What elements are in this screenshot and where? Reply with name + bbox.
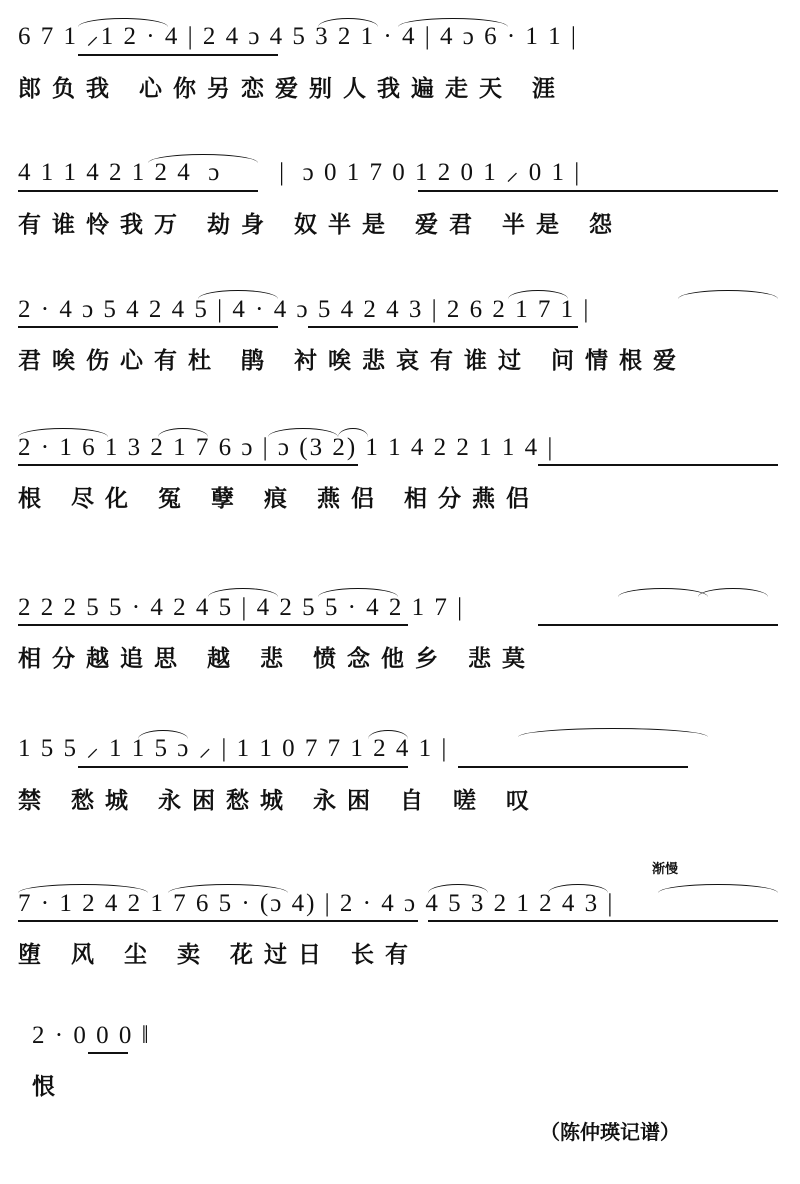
slur (18, 884, 148, 893)
notation-line (18, 14, 788, 58)
slur (618, 588, 708, 597)
underline (458, 766, 688, 768)
underline (18, 190, 258, 192)
notation-line (18, 150, 788, 194)
notation-line (18, 726, 788, 770)
notation-text: 6 7 1 ⸝1 2 · 4 | 2 4 ɔ 4 5 3 2 1 · 4 | 4 ɔ 6 · 1 1 | (18, 23, 578, 50)
slur (548, 884, 608, 893)
underline (18, 464, 358, 466)
notation-line (18, 286, 788, 330)
lyric-line: 相分越追思 越 悲 愤念他乡 悲莫 (18, 646, 537, 672)
notation-line (18, 424, 788, 468)
slur (518, 728, 708, 737)
lyric-line: 禁 愁城 永困愁城 永困 自 嗟 叹 (18, 788, 541, 814)
slur (158, 428, 208, 437)
notation-text: 2 2 2 5 5 · 4 2 4 5 | 4 2 5 5 · 4 2 1 7 | (18, 594, 465, 621)
score-system-4 (18, 424, 788, 514)
notation-text: 2 · 1 6 1 3 2 1 7 6 ɔ | ɔ (3 2) 1 1 4 2 2 1 1 4 | (18, 434, 555, 461)
slur (658, 884, 778, 893)
underline (78, 766, 408, 768)
underline (308, 326, 578, 328)
slur (18, 428, 108, 437)
underline (18, 624, 408, 626)
score-system-1 (18, 14, 788, 104)
underline (78, 54, 278, 56)
slur (338, 428, 368, 437)
score-system-5 (18, 584, 788, 674)
slur (208, 588, 278, 597)
score-system-2 (18, 150, 788, 240)
transcription-credit: （陈仲瑛记谱） (540, 1120, 680, 1144)
score-system-6 (18, 726, 788, 816)
lyric-line: 郎负我 心你另恋爱别人我遍走天 涯 (18, 76, 567, 102)
slur (198, 290, 278, 299)
slur (678, 290, 778, 299)
lyric-line: 根 尽化 冤 孽 痕 燕侣 相分燕侣 (18, 486, 541, 512)
notation-text: 2 · 4 ɔ 5 4 2 4 5 | 4 · 4 ɔ 5 4 2 4 3 | 2 6 2 1 7 1 | (18, 296, 591, 323)
underline (538, 624, 778, 626)
lyric-line: 堕 风 尘 卖 花过日 长有 (18, 942, 420, 968)
notation-text: 7 · 1 2 4 2 1 7 6 5 · (ɔ 4) | 2 · 4 ɔ 4 5 3 2 1 2 4 3 | (18, 890, 615, 917)
underline (538, 464, 778, 466)
lyric-line: 君唉伤心有杜 鹃 衬唉悲哀有谁过 问情根爱 (18, 348, 688, 374)
slur (268, 428, 338, 437)
underline (418, 190, 778, 192)
score-system-3 (18, 286, 788, 376)
notation-line (18, 880, 788, 924)
slur (508, 290, 568, 299)
underline (428, 920, 778, 922)
score-system-7 (18, 880, 788, 970)
slur (168, 884, 288, 893)
slur (318, 588, 398, 597)
notation-text: 2 · 0 0 0 ‖ (32, 1022, 151, 1049)
underline (18, 920, 418, 922)
notation-text: 4 1 1 4 2 1 2 4 ɔ | ɔ 0 1 7 0 1 2 0 1 ⸝ 0 1 | (18, 159, 582, 186)
tempo-mark: 渐慢 (652, 862, 679, 877)
lyric-line: 恨 (32, 1074, 66, 1100)
score-system-8 (18, 1012, 788, 1102)
slur (428, 884, 488, 893)
underline (18, 326, 278, 328)
lyric-line: 有谁怜我万 劫身 奴半是 爱君 半是 怨 (18, 212, 624, 238)
notation-text: 1 5 5 ⸝ 1 1 5 ɔ ⸝ | 1 1 0 7 7 1 2 4 1 | (18, 735, 449, 762)
underline (88, 1052, 128, 1054)
notation-line (18, 584, 788, 628)
notation-line (18, 1012, 788, 1056)
slur (698, 588, 768, 597)
